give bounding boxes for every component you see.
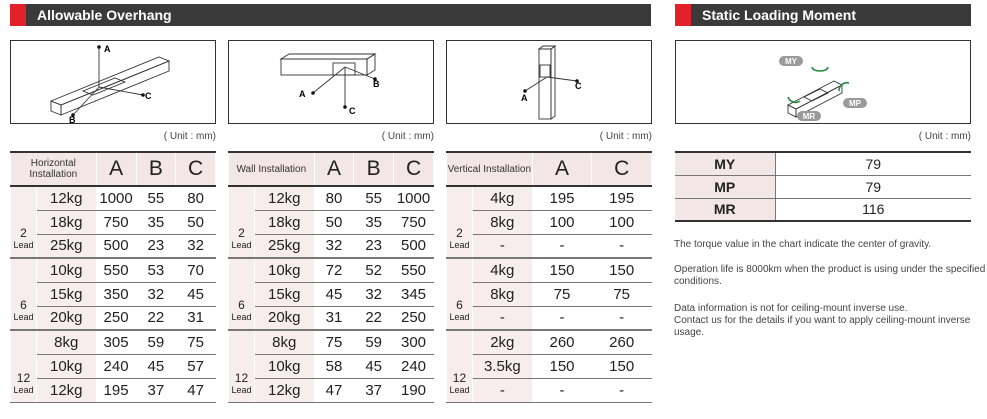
value-cell: 32 [136, 282, 176, 306]
value-cell: 500 [96, 234, 136, 258]
note-center-of-gravity: The torque value in the chart indicate the center of gravity. [674, 239, 932, 250]
value-cell: 305 [96, 330, 136, 354]
moment-key: MY [675, 152, 775, 175]
diagram-label-c: C [575, 81, 582, 91]
diagram-label-mr: MR [802, 112, 816, 121]
lead-group: 12 Lead [229, 330, 255, 402]
value-cell: 150 [592, 354, 652, 378]
value-cell: 250 [96, 306, 136, 330]
table-row [11, 258, 216, 282]
value-cell: 59 [354, 330, 394, 354]
value-cell: 22 [354, 306, 394, 330]
weight-cell: 8kg [472, 282, 532, 306]
value-cell: 23 [354, 234, 394, 258]
diagram-label-b: B [69, 115, 76, 125]
weight-cell: 3.5kg [472, 354, 532, 378]
weight-cell: 12kg [254, 186, 314, 210]
value-cell: 100 [592, 210, 652, 234]
value-cell: 75 [532, 282, 592, 306]
value-cell: 45 [314, 282, 354, 306]
vertical-installation-diagram [446, 40, 652, 124]
weight-cell: 12kg [254, 378, 314, 402]
table-row [11, 282, 216, 306]
value-cell: 70 [176, 258, 216, 282]
value-cell: 150 [532, 258, 592, 282]
value-cell: 31 [176, 306, 216, 330]
weight-cell: - [472, 378, 532, 402]
table-row [447, 210, 652, 234]
weight-cell: 8kg [254, 330, 314, 354]
header-installation: Horizontal Installation [11, 152, 97, 186]
moment-value: 79 [775, 152, 971, 175]
wall-installation-table [228, 151, 434, 403]
value-cell: - [592, 306, 652, 330]
lead-group: 12 Lead [447, 330, 473, 402]
moment-value: 79 [775, 175, 971, 198]
table-row [11, 354, 216, 378]
weight-cell: 10kg [254, 354, 314, 378]
value-cell: 80 [176, 186, 216, 210]
static-moment-table [675, 151, 971, 222]
weight-cell: 2kg [472, 330, 532, 354]
value-cell: 550 [96, 258, 136, 282]
value-cell: 35 [136, 210, 176, 234]
value-cell: 35 [354, 210, 394, 234]
unit-label: ( Unit : mm) [163, 131, 216, 142]
table-row [447, 186, 652, 210]
moment-value: 116 [775, 198, 971, 221]
value-cell: 300 [394, 330, 434, 354]
header-a: A [96, 152, 136, 186]
table-row [447, 354, 652, 378]
value-cell: 52 [354, 258, 394, 282]
value-cell: 1000 [96, 186, 136, 210]
value-cell: 240 [96, 354, 136, 378]
table-row [11, 330, 216, 354]
weight-cell: 15kg [36, 282, 96, 306]
header-c: C [176, 152, 216, 186]
value-cell: - [592, 234, 652, 258]
table-row [11, 234, 216, 258]
value-cell: 50 [176, 210, 216, 234]
table-header-row [447, 152, 652, 186]
value-cell: 32 [354, 282, 394, 306]
weight-cell: 4kg [472, 258, 532, 282]
weight-cell: 25kg [36, 234, 96, 258]
table-row [229, 186, 434, 210]
value-cell: 45 [176, 282, 216, 306]
value-cell: 750 [96, 210, 136, 234]
value-cell: 31 [314, 306, 354, 330]
header-a: A [532, 152, 592, 186]
value-cell: 58 [314, 354, 354, 378]
weight-cell: 12kg [36, 378, 96, 402]
weight-cell: 10kg [36, 258, 96, 282]
section-title: Allowable Overhang [37, 7, 172, 23]
lead-group: 2 Lead [447, 186, 473, 258]
weight-cell: 8kg [472, 210, 532, 234]
weight-cell: 18kg [36, 210, 96, 234]
weight-cell: - [472, 306, 532, 330]
table-row [229, 282, 434, 306]
value-cell: 195 [96, 378, 136, 402]
diagram-label-mp: MP [849, 99, 861, 108]
diagram-label-b: B [373, 79, 380, 89]
value-cell: 32 [314, 234, 354, 258]
note-operation-life: Operation life is 8000km when the product is using under the specified conditions. [674, 264, 986, 287]
value-cell: 72 [314, 258, 354, 282]
lead-group: 6 Lead [11, 258, 37, 330]
value-cell: - [532, 306, 592, 330]
value-cell: 80 [314, 186, 354, 210]
table-row [447, 258, 652, 282]
value-cell: - [532, 234, 592, 258]
header-c: C [592, 152, 652, 186]
unit-label: ( Unit : mm) [381, 131, 434, 142]
value-cell: 550 [394, 258, 434, 282]
weight-cell: 8kg [36, 330, 96, 354]
table-row [229, 354, 434, 378]
value-cell: 53 [136, 258, 176, 282]
value-cell: 1000 [394, 186, 434, 210]
weight-cell: 4kg [472, 186, 532, 210]
header-a: A [314, 152, 354, 186]
table-row [229, 330, 434, 354]
header-b: B [136, 152, 176, 186]
weight-cell: 12kg [36, 186, 96, 210]
table-row [675, 198, 971, 221]
horizontal-installation-diagram [10, 40, 216, 124]
table-row [229, 258, 434, 282]
value-cell: 57 [176, 354, 216, 378]
value-cell: 150 [532, 354, 592, 378]
table-row [11, 186, 216, 210]
weight-cell: 20kg [36, 306, 96, 330]
weight-cell: 10kg [254, 258, 314, 282]
table-row [447, 378, 652, 402]
table-row [447, 330, 652, 354]
moment-key: MR [675, 198, 775, 221]
value-cell: 59 [136, 330, 176, 354]
table-row [229, 378, 434, 402]
value-cell: 75 [176, 330, 216, 354]
value-cell: 22 [136, 306, 176, 330]
section-title: Static Loading Moment [702, 7, 856, 23]
header-installation: Vertical Installation [447, 152, 533, 186]
header-installation: Wall Installation [229, 152, 315, 186]
value-cell: 75 [314, 330, 354, 354]
lead-group: 6 Lead [229, 258, 255, 330]
value-cell: 150 [592, 258, 652, 282]
value-cell: 45 [354, 354, 394, 378]
weight-cell: 25kg [254, 234, 314, 258]
weight-cell: - [472, 234, 532, 258]
table-row [11, 210, 216, 234]
table-row [229, 210, 434, 234]
value-cell: 240 [394, 354, 434, 378]
lead-group: 2 Lead [11, 186, 37, 258]
value-cell: 500 [394, 234, 434, 258]
value-cell: 260 [532, 330, 592, 354]
diagram-label-a: A [104, 44, 111, 54]
header-accent [10, 4, 26, 26]
allowable-overhang-header [10, 4, 651, 26]
table-row [11, 306, 216, 330]
weight-cell: 18kg [254, 210, 314, 234]
lead-group: 2 Lead [229, 186, 255, 258]
value-cell: 250 [394, 306, 434, 330]
value-cell: 37 [354, 378, 394, 402]
header-b: B [354, 152, 394, 186]
value-cell: 190 [394, 378, 434, 402]
static-loading-moment-header [675, 4, 971, 26]
lead-group: 12 Lead [11, 330, 37, 402]
diagram-label-a: A [521, 93, 528, 103]
value-cell: 45 [136, 354, 176, 378]
diagram-label-my: MY [785, 57, 797, 66]
table-header-row [11, 152, 216, 186]
diagram-label-a: A [299, 89, 306, 99]
value-cell: 750 [394, 210, 434, 234]
weight-cell: 20kg [254, 306, 314, 330]
moment-key: MP [675, 175, 775, 198]
note-ceiling-mount: Data information is not for ceiling-mount inverse use. [674, 303, 908, 314]
value-cell: 195 [592, 186, 652, 210]
value-cell: 100 [532, 210, 592, 234]
vertical-installation-table [446, 151, 652, 403]
table-row [11, 378, 216, 402]
lead-group: 6 Lead [447, 258, 473, 330]
weight-cell: 15kg [254, 282, 314, 306]
diagram-label-c: C [349, 106, 356, 116]
table-row [447, 282, 652, 306]
value-cell: 260 [592, 330, 652, 354]
value-cell: 37 [136, 378, 176, 402]
table-row [675, 152, 971, 175]
note-contact-us: Contact us for the details if you want to apply ceiling-mount inverse usage. [674, 315, 971, 338]
value-cell: 50 [314, 210, 354, 234]
unit-label: ( Unit : mm) [599, 131, 652, 142]
header-accent [675, 4, 691, 26]
value-cell: 47 [314, 378, 354, 402]
value-cell: 23 [136, 234, 176, 258]
unit-label: ( Unit : mm) [918, 131, 971, 142]
value-cell: 75 [592, 282, 652, 306]
value-cell: 47 [176, 378, 216, 402]
weight-cell: 10kg [36, 354, 96, 378]
horizontal-installation-table [10, 151, 216, 403]
value-cell: - [532, 378, 592, 402]
table-row [675, 175, 971, 198]
value-cell: 195 [532, 186, 592, 210]
value-cell: 55 [136, 186, 176, 210]
value-cell: 32 [176, 234, 216, 258]
table-row [229, 234, 434, 258]
table-row [229, 306, 434, 330]
value-cell: 350 [96, 282, 136, 306]
wall-installation-diagram [228, 40, 434, 124]
value-cell: - [592, 378, 652, 402]
static-moment-diagram [675, 40, 971, 124]
table-header-row [229, 152, 434, 186]
value-cell: 345 [394, 282, 434, 306]
value-cell: 55 [354, 186, 394, 210]
header-c: C [394, 152, 434, 186]
diagram-label-c: C [145, 91, 152, 101]
table-row [447, 234, 652, 258]
table-row [447, 306, 652, 330]
